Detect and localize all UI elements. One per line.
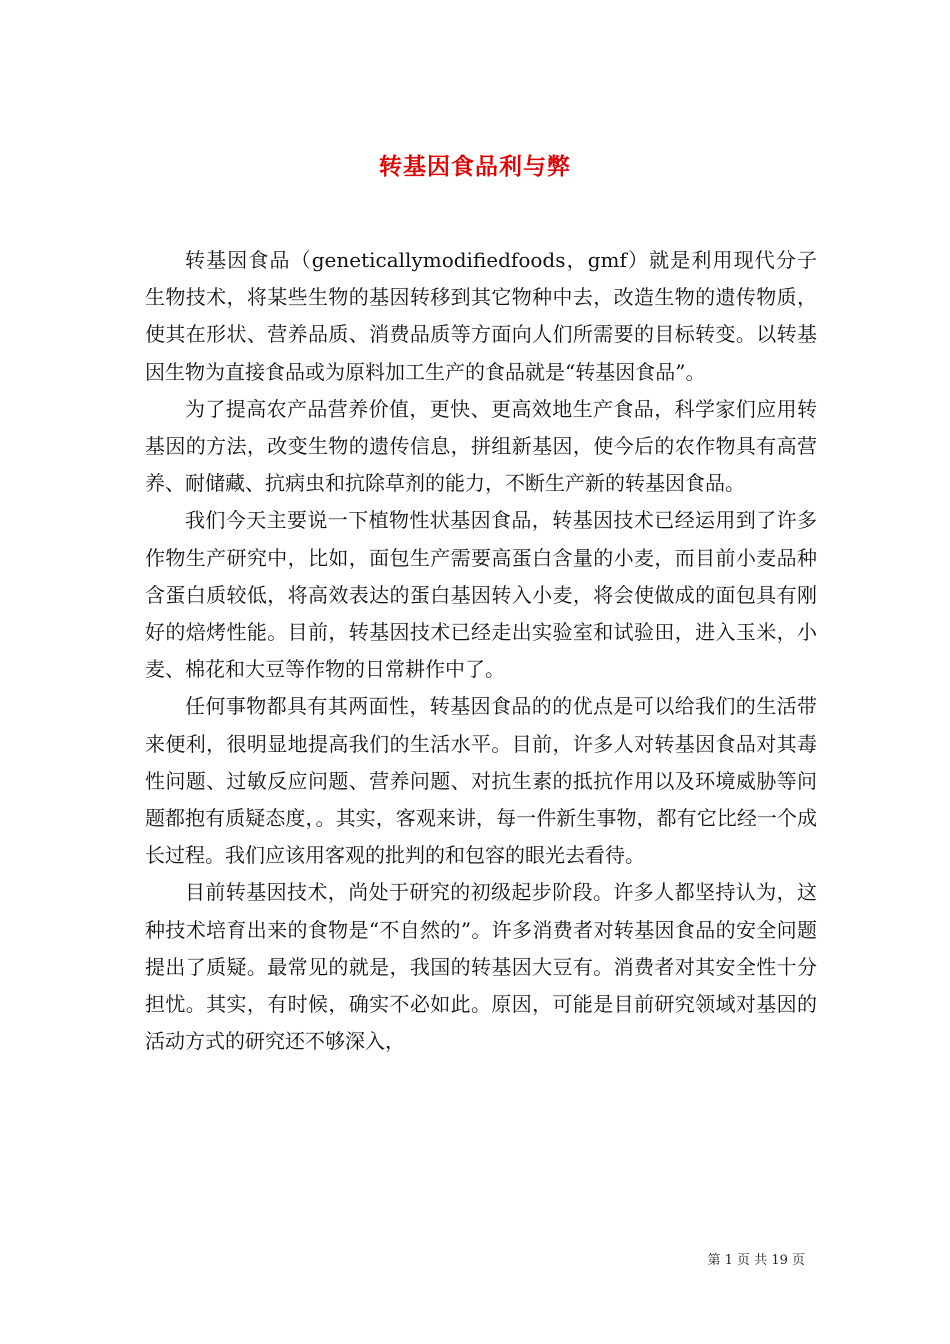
- document-title: 转基因食品利与弊: [379, 153, 571, 181]
- document-body: [145, 242, 817, 1060]
- paragraph-5: 目前转基因技术，尚处于研究的初级起步阶段。许多人都坚持认为，这种技术培育出来的食物是“不自然的”。许多消费者对转基因食品的安全问题提出了质疑。最常见的就是，我国的转基因大豆有。消费者对其安全性十分担忧。其实，有时候，确实不必如此。原因，可能是目前研究领域对基因的活动方式的研究还不够深入，: [145, 880, 817, 1054]
- paragraph-1: 转基因食品（geneticallymodifiedfoods，gmf）就是利用现代分子生物技术，将某些生物的基因转移到其它物种中去，改造生物的遗传物质，使其在形状、营养品质、消费品质等方面向人们所需要的目标转变。以转基因生物为直接食品或为原料加工生产的食品就是“转基因食品”。: [145, 248, 817, 384]
- paragraph-4: 任何事物都具有其两面性，转基因食品的的优点是可以给我们的生活带来便利，很明显地提高我们的生活水平。目前，许多人对转基因食品对其毒性问题、过敏反应问题、营养问题、对抗生素的抵抗作用以及环境威胁等问题都抱有质疑态度，。其实，客观来讲，每一件新生事物，都有它比经一个成长过程。我们应该用客观的批判的和包容的眼光去看待。: [145, 694, 817, 868]
- page-number: 第 1 页 共 19 页: [707, 1253, 805, 1268]
- paragraph-3: 我们今天主要说一下植物性状基因食品，转基因技术已经运用到了许多作物生产研究中，比如，面包生产需要高蛋白含量的小麦，而目前小麦品种含蛋白质较低，将高效表达的蛋白基因转入小麦，将会使做成的面包具有刚好的焙烤性能。目前，转基因技术已经走出实验室和试验田，进入玉米，小麦、棉花和大豆等作物的日常耕作中了。: [145, 508, 817, 682]
- paragraph-2: 为了提高农产品营养价值，更快、更高效地生产食品，科学家们应用转基因的方法，改变生物的遗传信息，拼组新基因，使今后的农作物具有高营养、耐储藏、抗病虫和抗除草剂的能力，不断生产新的转基因食品。: [145, 396, 817, 496]
